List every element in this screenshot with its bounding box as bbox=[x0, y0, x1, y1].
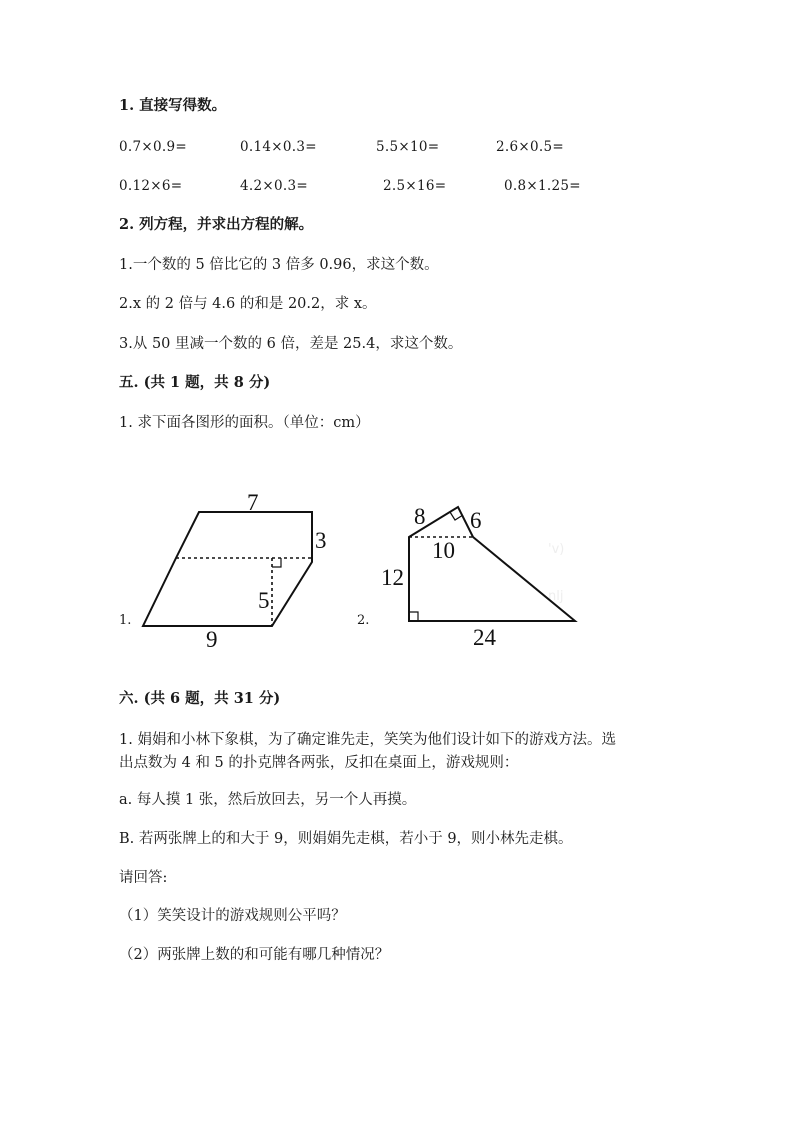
section6-heading: 六. (共 6 题，共 31 分) bbox=[119, 690, 281, 707]
q2-title: 2. 列方程，并求出方程的解。 bbox=[119, 216, 314, 233]
figure1-diagram bbox=[130, 485, 340, 660]
section5-q1: 1. 求下面各图形的面积。（单位：cm） bbox=[119, 415, 370, 431]
figure2-dim-middle: 10 bbox=[432, 538, 455, 563]
q2-item-2: 2.x 的 2 倍与 4.6 的和是 20.2，求 x。 bbox=[119, 296, 377, 312]
sub-question-1: （1）笑笑设计的游戏规则公平吗？ bbox=[119, 908, 346, 924]
section6-q1-line2: 出点数为 4 和 5 的扑克牌各两张，反扣在桌面上，游戏规则： bbox=[119, 755, 519, 771]
figure1-dim-top: 7 bbox=[247, 490, 259, 515]
section5-heading: 五. (共 1 题，共 8 分) bbox=[119, 374, 271, 391]
calc-item: 0.7×0.9= bbox=[119, 139, 187, 155]
q2-item-3: 3.从 50 里减一个数的 6 倍，差是 25.4，求这个数。 bbox=[119, 336, 463, 352]
figure1-dim-height: 5 bbox=[258, 588, 270, 613]
calc-item: 0.8×1.25= bbox=[504, 178, 581, 194]
calc-item: 5.5×10= bbox=[376, 139, 440, 155]
figure2-dim-left-edge: 8 bbox=[414, 504, 426, 529]
calc-item: 0.12×6= bbox=[119, 178, 183, 194]
figure2-diagram bbox=[370, 495, 600, 660]
figure1-dim-bottom: 9 bbox=[206, 627, 218, 652]
calc-item: 0.14×0.3= bbox=[240, 139, 317, 155]
svg-text:'v): 'v) bbox=[548, 542, 565, 557]
figure2-dim-bottom: 24 bbox=[473, 625, 496, 650]
svg-text:nlj: nlj bbox=[548, 589, 564, 604]
calc-item: 2.6×0.5= bbox=[496, 139, 564, 155]
figure2-dim-right-edge: 6 bbox=[470, 508, 482, 533]
rule-b: B. 若两张牌上的和大于 9，则娟娟先走棋，若小于 9，则小林先走棋。 bbox=[119, 831, 573, 847]
figure1-label: 1. bbox=[119, 613, 132, 628]
prompt: 请回答: bbox=[119, 870, 168, 886]
rule-a: a. 每人摸 1 张，然后放回去，另一个人再摸。 bbox=[119, 792, 417, 808]
figure1-dim-side: 3 bbox=[315, 528, 327, 553]
figure2-label: 2. bbox=[357, 613, 370, 628]
sub-question-2: （2）两张牌上数的和可能有哪几种情况？ bbox=[119, 947, 390, 963]
figure2-dim-height: 12 bbox=[381, 565, 404, 590]
q2-item-1: 1.一个数的 5 倍比它的 3 倍多 0.96，求这个数。 bbox=[119, 257, 439, 273]
section6-q1-line1: 1. 娟娟和小林下象棋，为了确定谁先走，笑笑为他们设计如下的游戏方法。选 bbox=[119, 732, 616, 748]
q1-title: 1. 直接写得数。 bbox=[119, 97, 227, 114]
calc-item: 4.2×0.3= bbox=[240, 178, 308, 194]
calc-item: 2.5×16= bbox=[383, 178, 447, 194]
